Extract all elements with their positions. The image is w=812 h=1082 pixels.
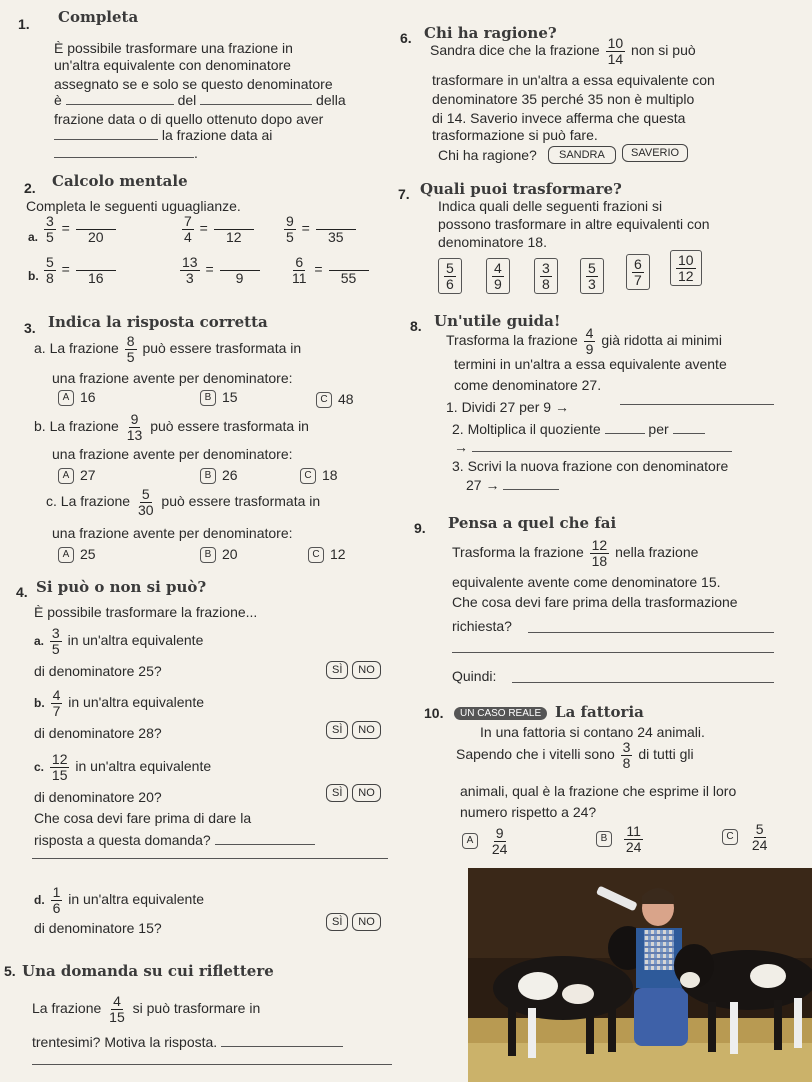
- blank-field[interactable]: [472, 451, 732, 452]
- text-line: equivalente avente come denominatore 15.: [452, 574, 721, 590]
- option-value: 48: [338, 391, 354, 407]
- exercise-title: Una domanda su cui riflettere: [22, 962, 274, 980]
- text-line: di 14. Saverio invece afferma che questa: [432, 110, 686, 126]
- text-line: frazione data o di quello ottenuto dopo aver: [54, 111, 324, 127]
- exercise-title: Chi ha ragione?: [424, 24, 557, 42]
- blank-field[interactable]: [673, 433, 705, 434]
- numerator: 4: [113, 993, 121, 1009]
- text-fragment: già ridotta ai minimi: [601, 331, 722, 348]
- option-letter: C: [722, 829, 738, 845]
- fraction-choice[interactable]: [534, 258, 558, 294]
- text-line: come denominatore 27.: [454, 377, 602, 393]
- text-line: [34, 832, 315, 848]
- answer-line[interactable]: [512, 672, 774, 683]
- denominator: 7: [634, 271, 642, 288]
- text-fragment: La frazione: [60, 492, 131, 509]
- numerator: 13: [182, 254, 198, 270]
- text-line: un'altra equivalente con denominatore: [54, 57, 291, 73]
- option-letter: B: [200, 390, 216, 406]
- text-fragment: Sapendo che i vitelli sono: [456, 745, 615, 762]
- option-letter: C: [308, 547, 324, 563]
- fraction-choice[interactable]: [486, 258, 510, 294]
- denominator: 24: [625, 838, 642, 855]
- text-fragment: La frazione: [49, 417, 119, 434]
- no-button[interactable]: NO: [352, 661, 381, 679]
- saverio-button[interactable]: [622, 143, 688, 162]
- text-fragment: La frazione: [49, 339, 119, 356]
- exercise-number: 6.: [400, 30, 412, 46]
- numerator: 12: [591, 537, 608, 553]
- option-a[interactable]: [462, 826, 511, 856]
- yes-no-choice: [326, 912, 381, 931]
- option-b[interactable]: [200, 389, 238, 406]
- option-b[interactable]: [596, 824, 645, 854]
- text-line: [454, 439, 732, 455]
- item-label: b.: [34, 695, 45, 710]
- answer-line[interactable]: [32, 1064, 392, 1065]
- denominator: 9: [235, 269, 244, 286]
- text-fragment: risposta a questa domanda?: [34, 832, 211, 848]
- answer-line[interactable]: [32, 858, 388, 859]
- denominator: 5: [286, 228, 294, 245]
- denominator: 9: [585, 340, 594, 357]
- text-line: [466, 477, 559, 493]
- text-fragment: Quindi:: [452, 668, 497, 684]
- fraction-choice[interactable]: [438, 258, 462, 294]
- option-c[interactable]: [300, 467, 338, 484]
- option-value: 27: [80, 467, 96, 483]
- exercise-subtitle: Completa le seguenti uguaglianze.: [26, 198, 241, 214]
- exercise-number: 2.: [24, 180, 36, 196]
- text-fragment: Sandra dice che la frazione: [430, 41, 600, 58]
- blank-field[interactable]: [200, 104, 312, 105]
- fraction-choice[interactable]: [626, 254, 650, 290]
- no-button[interactable]: NO: [352, 721, 381, 739]
- blank-numerator[interactable]: [329, 255, 369, 271]
- real-case-badge: UN CASO REALE: [454, 707, 547, 720]
- blank-field[interactable]: [605, 433, 645, 434]
- denominator: 9: [494, 275, 502, 292]
- denominator: 15: [51, 766, 68, 783]
- equation: $\frac{7}{4}$ = 12: [180, 214, 256, 244]
- denominator: 5: [46, 228, 54, 245]
- denominator: 55: [340, 269, 357, 286]
- numerator: 6: [634, 256, 642, 272]
- si-button[interactable]: SÌ: [326, 913, 348, 931]
- option-letter: A: [58, 390, 74, 406]
- option-value: 18: [322, 467, 338, 483]
- denominator: 30: [137, 501, 154, 518]
- text-fragment: →: [454, 439, 468, 455]
- text-line: possono trasformare in altre equivalenti con: [438, 216, 710, 232]
- text-fragment: Trasforma la frazione: [446, 331, 578, 348]
- numerator: 6: [295, 254, 304, 270]
- text-fragment: Trasforma la frazione: [452, 543, 584, 560]
- exercise-number: 9.: [414, 520, 426, 536]
- text-line: [446, 326, 722, 356]
- numerator: 4: [52, 687, 61, 703]
- denominator: 6: [52, 899, 61, 916]
- text-line: trasformare in un'altra a essa equivalente con: [432, 72, 715, 88]
- text-line: [456, 740, 694, 770]
- text-fragment: in un'altra equivalente: [68, 890, 205, 907]
- text-line: una frazione avente per denominatore:: [52, 525, 293, 541]
- header: [454, 703, 644, 721]
- exercise-title: Completa: [58, 8, 139, 26]
- item-b: [34, 688, 204, 718]
- numerator: 3: [51, 625, 60, 641]
- numerator: 9: [495, 825, 504, 841]
- option-letter: B: [596, 831, 612, 847]
- exercise-title: La fattoria: [555, 703, 644, 721]
- text-line: animali, qual è la frazione che esprime il loro: [460, 783, 737, 799]
- denominator: 35: [327, 228, 344, 245]
- option-c[interactable]: [722, 822, 771, 852]
- numerator: 4: [494, 260, 502, 276]
- numerator: 5: [755, 821, 764, 837]
- item-label: a.: [34, 339, 46, 356]
- numerator: 9: [286, 213, 294, 229]
- option-a[interactable]: [58, 467, 96, 484]
- text-fragment: la frazione data ai: [161, 127, 273, 143]
- text-line: [430, 36, 696, 66]
- question-b: [34, 412, 309, 442]
- option-value: 26: [222, 467, 238, 483]
- option-letter: C: [316, 392, 332, 408]
- exercise-number: 5.: [4, 963, 16, 979]
- answer-line[interactable]: [528, 622, 774, 633]
- text-line: Che cosa devi fare prima di dare la: [34, 810, 252, 826]
- equation: $\frac{9}{5}$ = 35: [282, 214, 358, 244]
- text-line: di denominatore 15?: [34, 920, 162, 936]
- option-value: 20: [222, 546, 238, 562]
- text-fragment: in un'altra equivalente: [68, 693, 205, 710]
- sandra-button[interactable]: [548, 145, 616, 164]
- option-letter: C: [300, 468, 316, 484]
- exercise-title: Un'utile guida!: [434, 312, 561, 330]
- exercise-title: Quali puoi trasformare?: [420, 180, 622, 198]
- numerator: 3: [622, 739, 631, 755]
- item-label: c.: [34, 759, 45, 774]
- text-line: trasformazione si può fare.: [432, 127, 598, 143]
- text-fragment: 2. Moltiplica il quoziente: [452, 421, 601, 437]
- item-d: [34, 885, 204, 915]
- text-fragment: può essere trasformata in: [161, 492, 321, 509]
- denominator: 4: [184, 228, 192, 245]
- option-label: SANDRA: [548, 146, 616, 164]
- text-line: Indica quali delle seguenti frazioni si: [438, 198, 663, 214]
- blank-numerator[interactable]: [76, 214, 116, 230]
- exercise-number: 1.: [18, 16, 30, 32]
- text-fragment: è: [54, 92, 62, 108]
- intro-text: È possibile trasformare la frazione...: [34, 604, 258, 620]
- equation: $\frac{5}{8}$ = 16: [42, 255, 118, 285]
- denominator: 15: [109, 1008, 125, 1025]
- numerator: 4: [585, 325, 594, 341]
- blank-field[interactable]: [54, 157, 194, 158]
- numerator: 5: [588, 260, 596, 276]
- item-label: a.: [34, 633, 45, 648]
- option-b[interactable]: [200, 546, 238, 563]
- text-fragment: può essere trasformata in: [142, 339, 302, 356]
- row-label: a.: [28, 230, 39, 244]
- text-fragment: in un'altra equivalente: [67, 631, 204, 648]
- text-line: di denominatore 20?: [34, 789, 162, 805]
- denominator: 12: [678, 267, 694, 284]
- numerator: 9: [130, 411, 139, 427]
- blank-field[interactable]: [221, 1046, 343, 1047]
- blank-field[interactable]: [54, 139, 158, 140]
- numerator: 5: [446, 260, 454, 276]
- denominator: 18: [591, 552, 608, 569]
- text-line: di denominatore 28?: [34, 725, 162, 741]
- text-fragment: in un'altra equivalente: [75, 757, 212, 774]
- denominator: 24: [751, 836, 768, 853]
- text-line: [452, 618, 512, 634]
- numerator: 3: [46, 213, 54, 229]
- denominator: 3: [588, 275, 596, 292]
- step-3: 3. Scrivi la nuova frazione con denominatore: [452, 458, 729, 474]
- option-letter: A: [58, 547, 74, 563]
- denominator: 24: [491, 840, 508, 857]
- text-fragment: 1. Dividi 27 per 9 →: [446, 399, 569, 415]
- denominator: 11: [292, 269, 307, 286]
- text-fragment: .: [194, 145, 198, 161]
- denominator: 12: [225, 228, 242, 245]
- text-line: [452, 668, 496, 684]
- exercise-title: Pensa a quel che fai: [448, 514, 617, 532]
- text-fragment: di tutti gli: [638, 745, 694, 762]
- fraction-choice[interactable]: [670, 250, 702, 286]
- si-button[interactable]: SÌ: [326, 784, 348, 802]
- equation: $\frac{13}{3}$ = 9: [178, 255, 262, 285]
- item-label: b.: [34, 417, 46, 434]
- yes-no-choice: [326, 720, 381, 739]
- fraction-choice[interactable]: [580, 258, 604, 294]
- equation: $\frac{6}{11}$ = 55: [288, 255, 371, 285]
- denominator: 5: [126, 348, 135, 365]
- numerator: 10: [607, 35, 624, 51]
- exercise-title: Indica la risposta corretta: [48, 313, 268, 331]
- text-line: termini in un'altra a essa equivalente avente: [454, 356, 727, 372]
- text-line: una frazione avente per denominatore:: [52, 446, 293, 462]
- text-fragment: trentesimi? Motiva la risposta.: [32, 1034, 218, 1050]
- farm-photo-illustration: [468, 868, 812, 1082]
- si-button[interactable]: SÌ: [326, 661, 348, 679]
- no-button[interactable]: NO: [352, 784, 381, 802]
- option-b[interactable]: [200, 467, 238, 484]
- text-line: [54, 127, 272, 143]
- text-line: numero rispetto a 24?: [460, 804, 597, 820]
- equation: $\frac{3}{5}$ = 20: [42, 214, 118, 244]
- option-value: 25: [80, 546, 96, 562]
- numerator: 1: [52, 884, 61, 900]
- denominator: 8: [622, 754, 631, 771]
- text-line: [452, 538, 698, 568]
- yes-no-choice: [326, 783, 381, 802]
- question-a: [34, 334, 301, 364]
- item-label: d.: [34, 892, 45, 907]
- text-line: [54, 145, 198, 161]
- text-fragment: del: [177, 92, 197, 108]
- option-letter: A: [462, 833, 478, 849]
- denominator: 13: [126, 426, 143, 443]
- blank-numerator[interactable]: [220, 255, 260, 271]
- question-c: [46, 487, 320, 517]
- option-letter: B: [200, 547, 216, 563]
- text-line: denominatore 18.: [438, 234, 547, 250]
- text-line: È possibile trasformare una frazione in: [54, 40, 293, 56]
- exercise-number: 7.: [398, 186, 410, 202]
- text-line: assegnato se e solo se questo denominatore: [54, 76, 333, 92]
- answer-line[interactable]: [620, 390, 774, 405]
- yes-no-choice: [326, 660, 381, 679]
- numerator: 5: [46, 254, 54, 270]
- denominator: 20: [87, 228, 104, 245]
- option-label: SAVERIO: [622, 144, 688, 162]
- numerator: 3: [542, 260, 550, 276]
- text-line: [54, 92, 346, 108]
- numerator: 12: [51, 751, 68, 767]
- option-value: 12: [330, 546, 346, 562]
- text-line: [32, 994, 260, 1024]
- denominator: 14: [607, 50, 624, 67]
- option-c[interactable]: [308, 546, 346, 563]
- denominator: 7: [52, 702, 61, 719]
- exercise-number: 10.: [424, 705, 444, 721]
- text-fragment: della: [316, 92, 346, 108]
- item-a: [34, 626, 203, 656]
- item-c: [34, 752, 211, 782]
- blank-numerator[interactable]: [214, 214, 254, 230]
- blank-field[interactable]: [215, 844, 315, 845]
- text-fragment: richiesta?: [452, 618, 512, 634]
- item-label: c.: [46, 492, 57, 509]
- text-line: di denominatore 25?: [34, 663, 162, 679]
- text-line: [32, 1034, 343, 1050]
- text-fragment: per: [648, 421, 669, 437]
- no-button[interactable]: NO: [352, 913, 381, 931]
- text-fragment: nella frazione: [615, 543, 699, 560]
- text-line: una frazione avente per denominatore:: [52, 370, 293, 386]
- text-line: Chi ha ragione?: [438, 147, 537, 163]
- option-c[interactable]: [316, 391, 354, 408]
- numerator: 7: [184, 213, 192, 229]
- option-value: 15: [222, 389, 238, 405]
- text-fragment: La frazione: [32, 999, 102, 1016]
- numerator: 10: [678, 252, 694, 268]
- exercise-number: 3.: [24, 320, 36, 336]
- exercise-title: Si può o non si può?: [36, 578, 207, 596]
- row-label: b.: [28, 269, 39, 283]
- option-a[interactable]: [58, 389, 96, 406]
- denominator: 8: [46, 269, 54, 286]
- blank-field[interactable]: [503, 489, 559, 490]
- exercise-number: 4.: [16, 584, 28, 600]
- si-button[interactable]: SÌ: [326, 721, 348, 739]
- blank-field[interactable]: [66, 104, 174, 105]
- denominator: 8: [542, 275, 550, 292]
- numerator: 11: [626, 823, 641, 839]
- text-line: In una fattoria si contano 24 animali.: [480, 724, 705, 740]
- option-letter: A: [58, 468, 74, 484]
- farm-photo: [468, 868, 812, 1082]
- denominator: 16: [87, 269, 104, 286]
- blank-numerator[interactable]: [316, 214, 356, 230]
- option-value: 16: [80, 389, 96, 405]
- text-fragment: può essere trasformata in: [150, 417, 309, 434]
- text-fragment: si può trasformare in: [132, 999, 261, 1016]
- denominator: 5: [51, 640, 60, 657]
- text-line: Che cosa devi fare prima della trasformazione: [452, 594, 738, 610]
- exercise-number: 8.: [410, 318, 422, 334]
- numerator: 5: [141, 486, 150, 502]
- step-1: [446, 399, 569, 415]
- answer-line[interactable]: [452, 652, 774, 653]
- denominator: 6: [446, 275, 454, 292]
- blank-numerator[interactable]: [76, 255, 116, 271]
- option-letter: B: [200, 468, 216, 484]
- numerator: 8: [126, 333, 135, 349]
- denominator: 3: [185, 269, 194, 286]
- exercise-title: Calcolo mentale: [52, 172, 188, 190]
- text-line: denominatore 35 perché 35 non è multiplo: [432, 91, 695, 107]
- text-fragment: 27 →: [466, 477, 500, 493]
- step-2: [452, 421, 705, 437]
- text-fragment: non si può: [631, 41, 696, 58]
- option-a[interactable]: [58, 546, 96, 563]
